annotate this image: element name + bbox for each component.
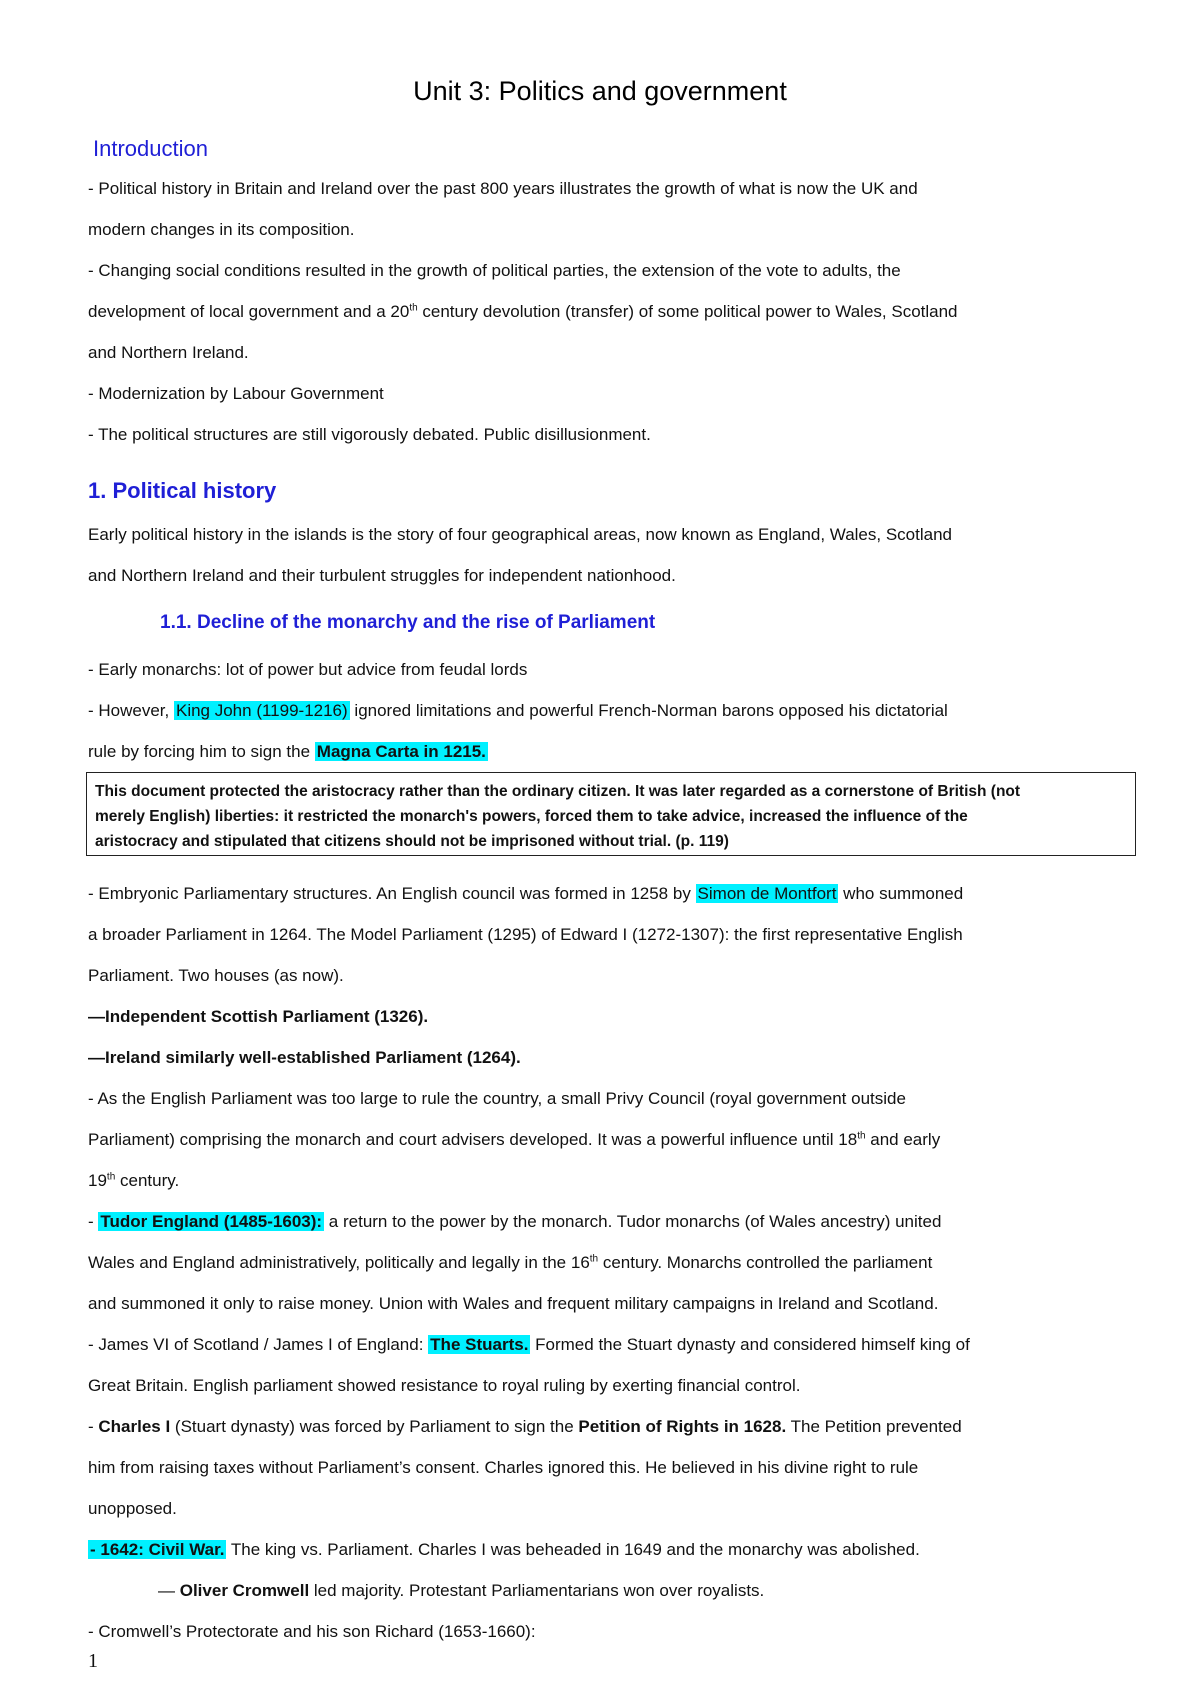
list-line: - Cromwell’s Protectorate and his son Richard (1653-1660):: [88, 1622, 536, 1641]
highlight-civil-war: - 1642: Civil War.: [90, 1540, 225, 1559]
note-line: aristocracy and stipulated that citizens should not be imprisoned without trial. (p. 119): [95, 833, 729, 850]
list-line: - However, King John (1199-1216) ignored limitations and powerful French-Norman barons opposed his dictatorial: [88, 701, 948, 720]
page-title: Unit 3: Politics and government: [413, 76, 787, 106]
subsection-lines-top: [88, 649, 1148, 772]
intro-line: development of local government and a 20th century devolution (transfer) of some political power to Wales, Scotland: [88, 302, 958, 321]
list-line: - Early monarchs: lot of power but advice from feudal lords: [88, 660, 528, 679]
intro-line: - The political structures are still vigorously debated. Public disillusionment.: [88, 425, 651, 444]
list-line: Parliament. Two houses (as now).: [88, 966, 344, 985]
list-line: - Charles I (Stuart dynasty) was forced by Parliament to sign the Petition of Rights in 1628. The Petition prevented: [88, 1417, 962, 1436]
paragraph-line: and Northern Ireland and their turbulent struggles for independent nationhood.: [88, 566, 676, 585]
list-line: — Oliver Cromwell led majority. Protestant Parliamentarians won over royalists.: [158, 1581, 765, 1600]
highlight-the-stuarts: The Stuarts.: [430, 1335, 529, 1354]
highlight-tudor-england: Tudor England (1485-1603):: [100, 1212, 323, 1231]
intro-line: - Modernization by Labour Government: [88, 384, 384, 403]
list-line: —Ireland similarly well-established Parliament (1264).: [88, 1048, 521, 1067]
list-line: a broader Parliament in 1264. The Model Parliament (1295) of Edward I (1272-1307): the first representative English: [88, 925, 963, 944]
list-line: - Tudor England (1485-1603): a return to the power by the monarch. Tudor monarchs (of Wales ancestry) united: [88, 1212, 942, 1231]
subsection-heading: 1.1. Decline of the monarchy and the rise of Parliament: [160, 612, 656, 633]
political-history-paragraph: [88, 514, 1148, 596]
list-line: - James VI of Scotland / James I of England: The Stuarts. Formed the Stuart dynasty and considered himself king of: [88, 1335, 970, 1354]
intro-line: - Political history in Britain and Ireland over the past 800 years illustrates the growth of what is now the UK and: [88, 179, 918, 198]
page-number: 1: [88, 1650, 98, 1672]
list-line: —Independent Scottish Parliament (1326).: [88, 1007, 429, 1026]
list-line: - Embryonic Parliamentary structures. An English council was formed in 1258 by Simon de Montfort who summoned: [88, 884, 964, 903]
intro-line: modern changes in its composition.: [88, 220, 355, 239]
list-line: rule by forcing him to sign the Magna Carta in 1215.: [88, 742, 486, 761]
highlight-simon-de-montfort: Simon de Montfort: [697, 884, 837, 903]
list-line: unopposed.: [88, 1499, 177, 1518]
note-line: This document protected the aristocracy rather than the ordinary citizen. It was later regarded as a cornerstone of British (not: [95, 783, 1021, 800]
list-line: Wales and England administratively, politically and legally in the 16th century. Monarchs controlled the parliament: [88, 1253, 933, 1272]
list-line: - As the English Parliament was too large to rule the country, a small Privy Council (royal government outside: [88, 1089, 906, 1108]
list-line: him from raising taxes without Parliament’s consent. Charles ignored this. He believed in his divine right to rule: [88, 1458, 919, 1477]
intro-line: and Northern Ireland.: [88, 343, 249, 362]
list-line: 19th century.: [88, 1171, 180, 1190]
subsection-lines-bottom: [88, 873, 1148, 1652]
intro-paragraph-1: [88, 168, 1148, 455]
political-history-heading: 1. Political history: [88, 478, 277, 503]
list-line: - 1642: Civil War. The king vs. Parliament. Charles I was beheaded in 1649 and the monarchy was abolished.: [90, 1540, 920, 1559]
intro-line: - Changing social conditions resulted in the growth of political parties, the extension of the vote to adults, the: [88, 261, 901, 280]
highlight-king-john: King John (1199-1216): [175, 701, 348, 720]
list-line: and summoned it only to raise money. Union with Wales and frequent military campaigns in Ireland and Scotland.: [88, 1294, 939, 1313]
list-line: Great Britain. English parliament showed resistance to royal ruling by exerting financial control.: [88, 1376, 801, 1395]
magna-carta-note-box: [86, 772, 1136, 856]
highlight-magna-carta: Magna Carta in 1215.: [316, 742, 486, 761]
note-line: merely English) liberties: it restricted the monarch's powers, forced them to take advice, increased the influence of the: [95, 808, 968, 825]
introduction-heading: Introduction: [93, 136, 208, 161]
paragraph-line: Early political history in the islands is the story of four geographical areas, now known as England, Wales, Scotland: [88, 525, 952, 544]
list-line: Parliament) comprising the monarch and court advisers developed. It was a powerful influence until 18th and early: [88, 1130, 941, 1149]
